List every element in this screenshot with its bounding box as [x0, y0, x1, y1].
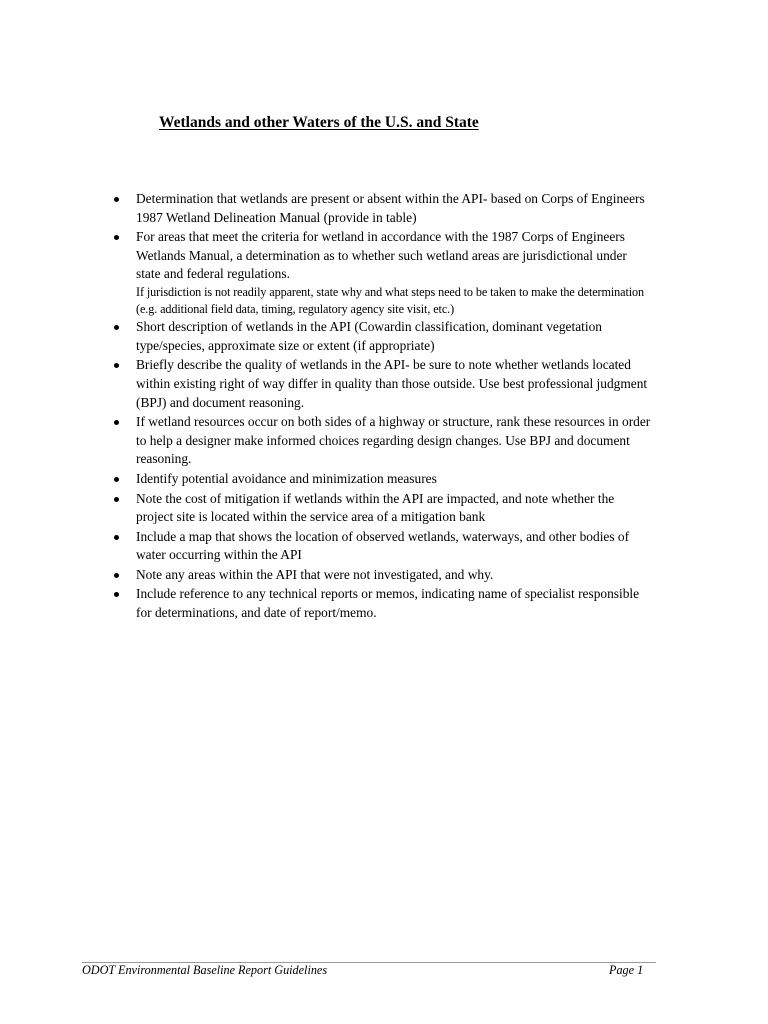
bullet-icon [114, 573, 119, 578]
list-item [114, 470, 654, 489]
bullet-icon [114, 477, 119, 482]
bullet-icon [114, 420, 119, 425]
list-item-text: Determination that wetlands are present or absent within the API- based on Corps of Engineers 1987 Wetland Delineation Manual (provide in table) [136, 191, 645, 225]
list-item [114, 228, 654, 317]
footer-document-title: ODOT Environmental Baseline Report Guidelines [82, 963, 328, 977]
list-item-text: Include reference to any technical reports or memos, indicating name of specialist responsible for determinations, and date of report/memo. [136, 586, 640, 621]
list-item-text: Note the cost of mitigation if wetlands within the API are impacted, and note whether the project site is located within the service area of a mitigation bank [136, 490, 615, 525]
bullet-icon [114, 592, 119, 597]
list-item [114, 190, 654, 227]
list-item [114, 413, 654, 469]
list-item [114, 356, 654, 412]
list-item-text: Briefly describe the quality of wetlands in the API- be sure to note whether wetlands located within existing right of way differ in quality than those outside. Use best professional judgment (BPJ) and document reasoning. [136, 357, 648, 410]
bullet-icon [114, 535, 119, 540]
list-item-text: Include a map that shows the location of observed wetlands, waterways, and other bodies of water occurring within the API [136, 528, 630, 563]
page-title: Wetlands and other Waters of the U.S. and State [159, 114, 479, 131]
bullet-icon [114, 325, 119, 330]
list-item-text: Identify potential avoidance and minimization measures [136, 470, 437, 486]
bullet-icon [114, 197, 119, 202]
list-item [114, 585, 654, 622]
list-item-text: For areas that meet the criteria for wetland in accordance with the 1987 Corps of Engineers Wetlands Manual, a determination as to whether such wetland areas are jurisdictional under state and federal regulations. [136, 229, 627, 282]
list-item-text: If wetland resources occur on both sides of a highway or structure, rank these resources in order to help a designer make informed choices regarding design changes. Use BPJ and document reasoning. [136, 414, 651, 467]
bullet-icon [114, 497, 119, 502]
list-item [114, 318, 654, 355]
list-item-small-text: If jurisdiction is not readily apparent, state why and what steps need to be taken to make the determination (e.g. additional field data, timing, regulatory agency site visit, etc.) [136, 284, 645, 316]
list-item-text: Short description of wetlands in the API (Cowardin classification, dominant vegetation type/species, approximate size or extent (if appropriate) [136, 319, 602, 353]
bullet-icon [114, 363, 119, 368]
bullet-list [114, 190, 654, 624]
list-item [114, 490, 654, 527]
list-item-text: Note any areas within the API that were not investigated, and why. [136, 566, 494, 582]
footer-page-number: Page 1 [609, 963, 644, 977]
list-item [114, 528, 654, 565]
list-item [114, 566, 654, 585]
bullet-icon [114, 235, 119, 240]
